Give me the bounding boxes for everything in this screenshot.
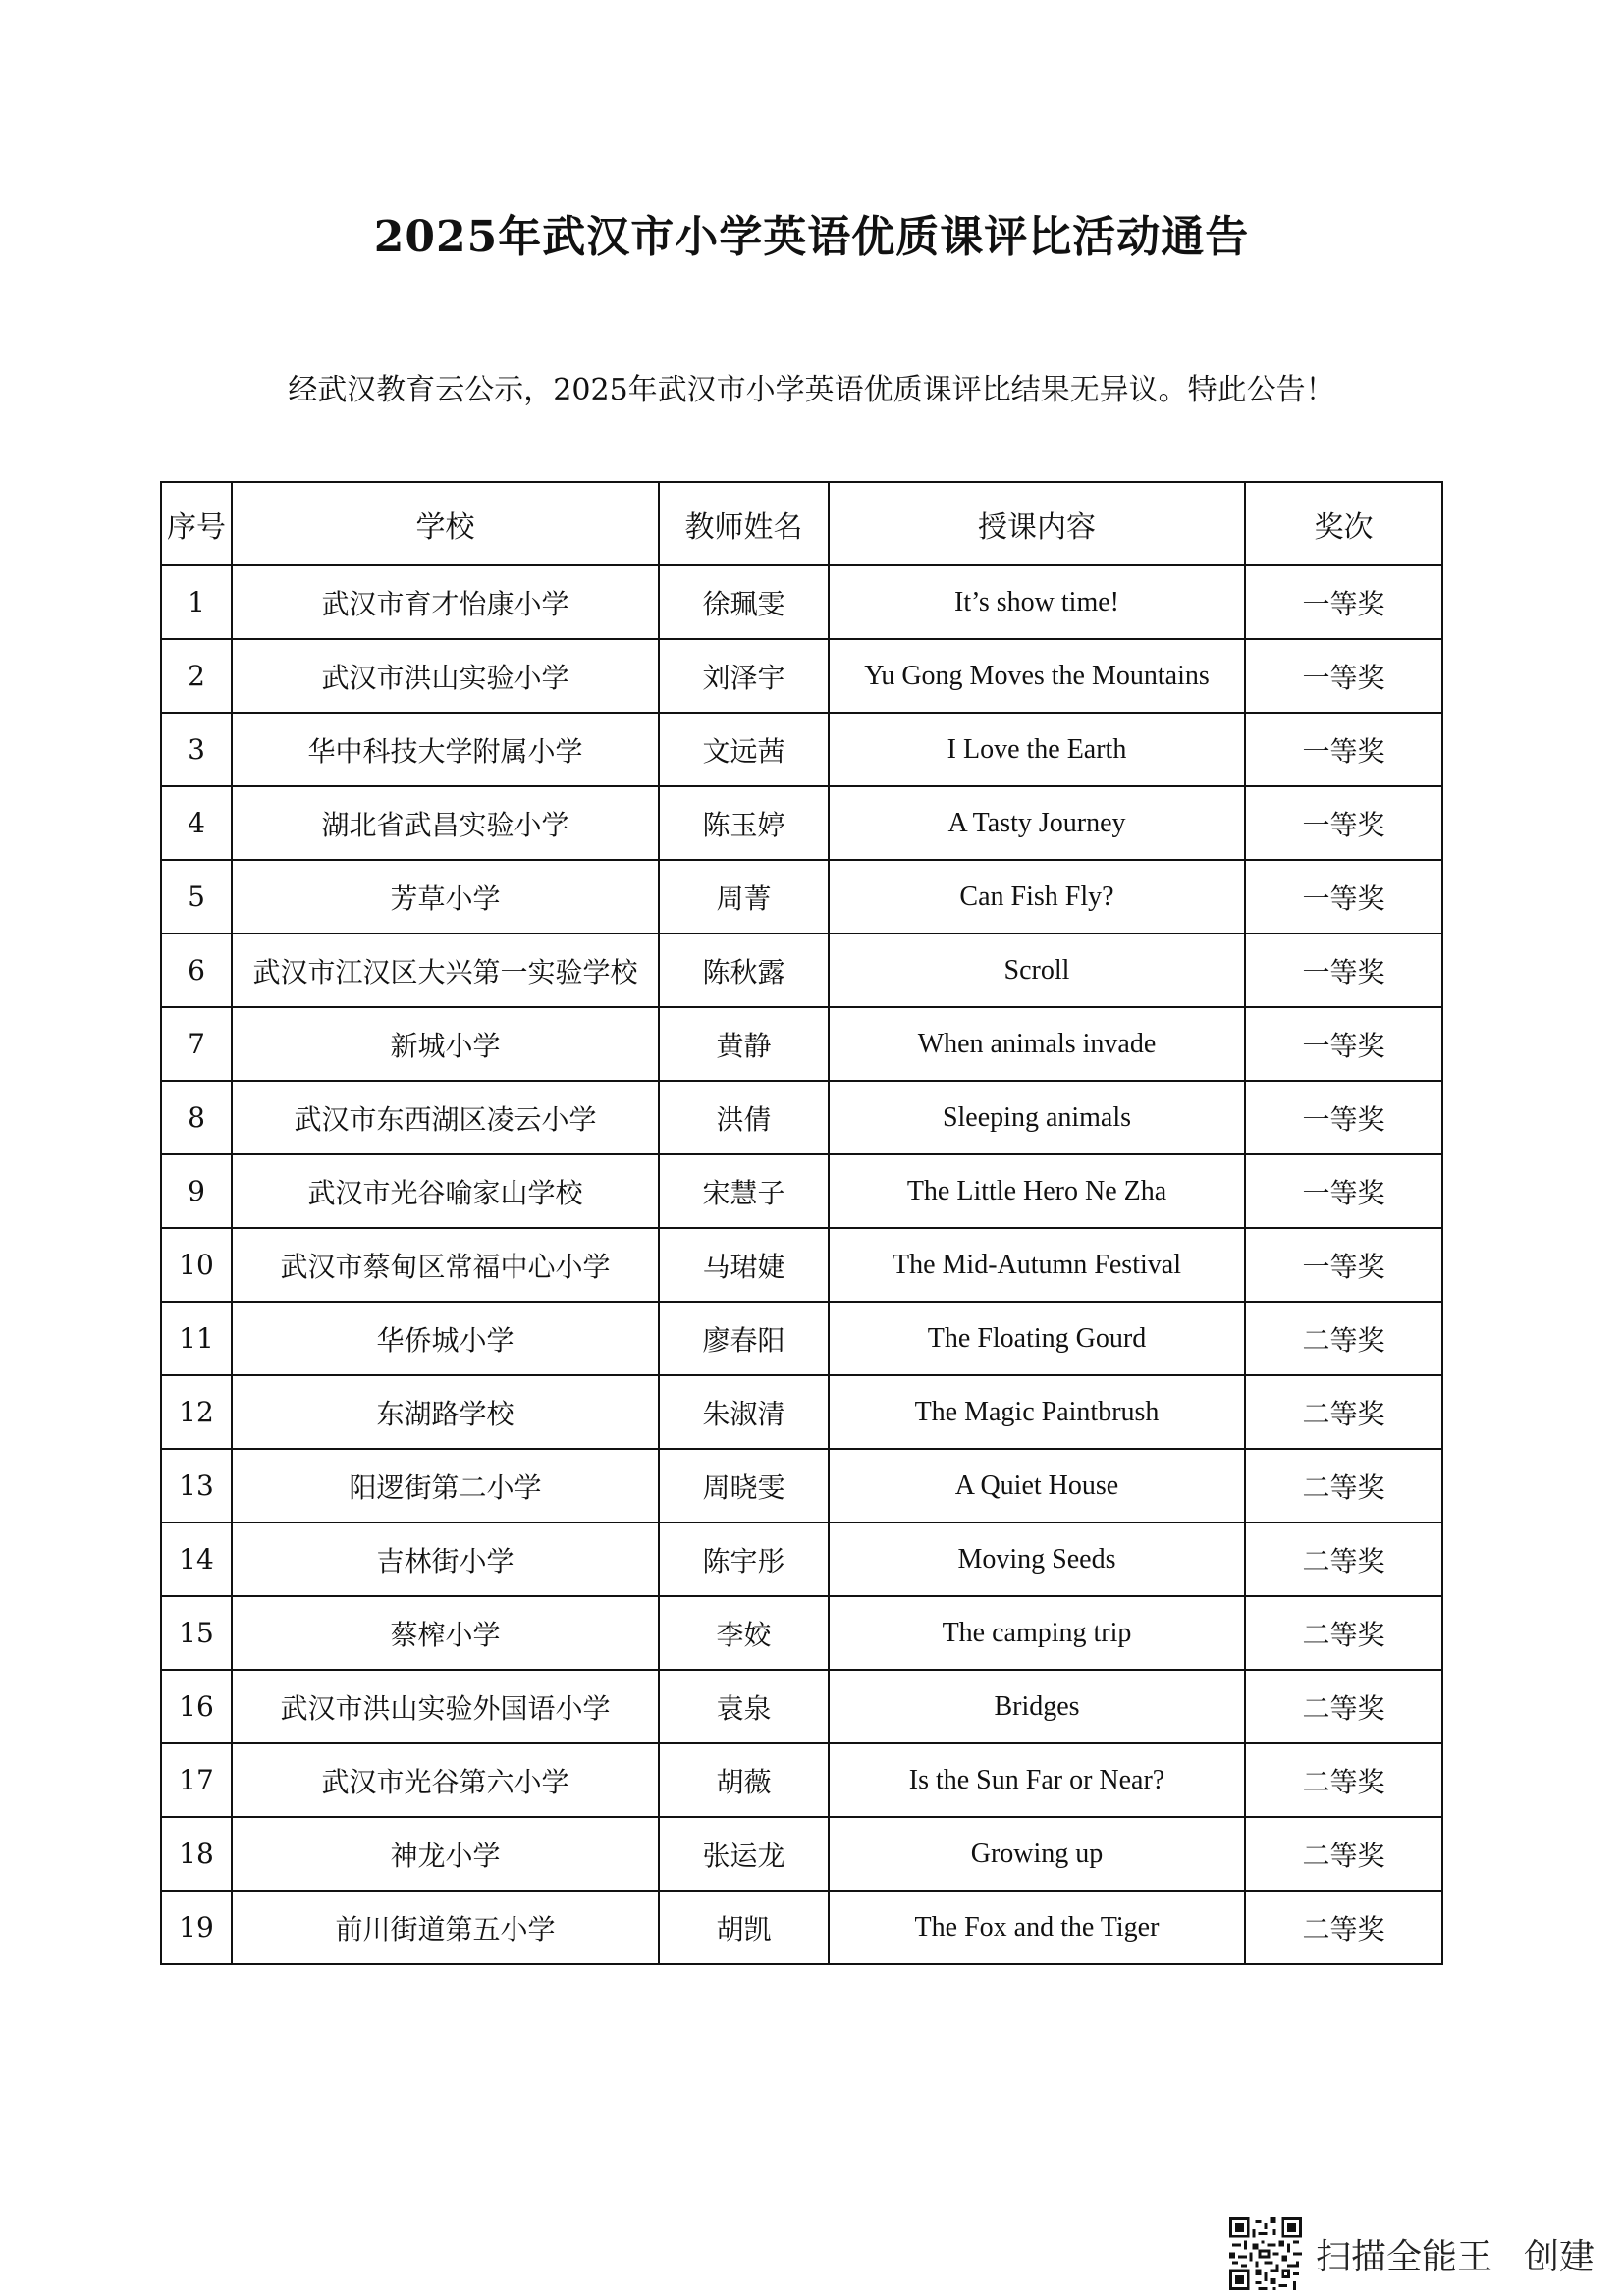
award-level: 一等奖 (1245, 639, 1442, 713)
teacher-name: 陈宇彤 (659, 1522, 829, 1596)
school-name: 蔡榨小学 (232, 1596, 659, 1670)
table-row (161, 1891, 1442, 1964)
row-number: 2 (161, 639, 232, 713)
table-row (161, 713, 1442, 786)
notice-text: 经武汉教育云公示，2025年武汉市小学英语优质课评比结果无异议。特此公告！ (288, 373, 1335, 407)
school-name: 吉林街小学 (232, 1522, 659, 1596)
school-name: 华中科技大学附属小学 (232, 713, 659, 786)
qr-code-icon (1229, 2217, 1302, 2290)
teacher-name: 朱淑清 (659, 1375, 829, 1449)
document-title: 2025年武汉市小学英语优质课评比活动通告 (373, 212, 1250, 262)
table-row (161, 1596, 1442, 1670)
award-level: 二等奖 (1245, 1522, 1442, 1596)
teacher-name: 周菁 (659, 860, 829, 934)
table-row (161, 1302, 1442, 1375)
lesson-title: It’s show time! (829, 565, 1245, 639)
table-row (161, 860, 1442, 934)
award-level: 二等奖 (1245, 1743, 1442, 1817)
lesson-title: The Fox and the Tiger (829, 1891, 1245, 1964)
table-row (161, 1007, 1442, 1081)
row-number: 18 (161, 1817, 232, 1891)
award-level: 一等奖 (1245, 713, 1442, 786)
row-number: 7 (161, 1007, 232, 1081)
lesson-title: Can Fish Fly? (829, 860, 1245, 934)
award-level: 一等奖 (1245, 1154, 1442, 1228)
school-name: 华侨城小学 (232, 1302, 659, 1375)
lesson-title: I Love the Earth (829, 713, 1245, 786)
award-level: 二等奖 (1245, 1375, 1442, 1449)
row-number: 9 (161, 1154, 232, 1228)
teacher-name: 陈玉婷 (659, 786, 829, 860)
table-row (161, 1081, 1442, 1154)
award-level: 二等奖 (1245, 1302, 1442, 1375)
teacher-name: 袁泉 (659, 1670, 829, 1743)
results-table (160, 481, 1443, 1965)
table-row (161, 1817, 1442, 1891)
header-lesson: 授课内容 (829, 482, 1245, 565)
scanner-watermark (1229, 2215, 1595, 2293)
award-level: 二等奖 (1245, 1817, 1442, 1891)
lesson-title: Yu Gong Moves the Mountains (829, 639, 1245, 713)
school-name: 武汉市育才怡康小学 (232, 565, 659, 639)
row-number: 15 (161, 1596, 232, 1670)
teacher-name: 黄静 (659, 1007, 829, 1081)
lesson-title: Moving Seeds (829, 1522, 1245, 1596)
school-name: 前川街道第五小学 (232, 1891, 659, 1964)
teacher-name: 周晓雯 (659, 1449, 829, 1522)
school-name: 武汉市东西湖区凌云小学 (232, 1081, 659, 1154)
row-number: 5 (161, 860, 232, 934)
award-level: 二等奖 (1245, 1891, 1442, 1964)
row-number: 16 (161, 1670, 232, 1743)
teacher-name: 李姣 (659, 1596, 829, 1670)
row-number: 1 (161, 565, 232, 639)
award-level: 一等奖 (1245, 1007, 1442, 1081)
school-name: 武汉市光谷第六小学 (232, 1743, 659, 1817)
table-row (161, 1522, 1442, 1596)
row-number: 10 (161, 1228, 232, 1302)
school-name: 武汉市洪山实验小学 (232, 639, 659, 713)
award-level: 一等奖 (1245, 860, 1442, 934)
row-number: 14 (161, 1522, 232, 1596)
lesson-title: Bridges (829, 1670, 1245, 1743)
school-name: 东湖路学校 (232, 1375, 659, 1449)
award-level: 一等奖 (1245, 565, 1442, 639)
teacher-name: 洪倩 (659, 1081, 829, 1154)
lesson-title: A Tasty Journey (829, 786, 1245, 860)
lesson-title: When animals invade (829, 1007, 1245, 1081)
school-name: 武汉市江汉区大兴第一实验学校 (232, 934, 659, 1007)
header-school: 学校 (232, 482, 659, 565)
row-number: 13 (161, 1449, 232, 1522)
table-row (161, 1154, 1442, 1228)
table-row (161, 1670, 1442, 1743)
table-row (161, 934, 1442, 1007)
row-number: 3 (161, 713, 232, 786)
school-name: 武汉市蔡甸区常福中心小学 (232, 1228, 659, 1302)
lesson-title: Growing up (829, 1817, 1245, 1891)
table-row (161, 1228, 1442, 1302)
row-number: 12 (161, 1375, 232, 1449)
award-level: 一等奖 (1245, 1228, 1442, 1302)
school-name: 新城小学 (232, 1007, 659, 1081)
row-number: 11 (161, 1302, 232, 1375)
row-number: 6 (161, 934, 232, 1007)
lesson-title: The Little Hero Ne Zha (829, 1154, 1245, 1228)
scanner-created-label: 创建 (1524, 2236, 1596, 2277)
row-number: 19 (161, 1891, 232, 1964)
teacher-name: 陈秋露 (659, 934, 829, 1007)
table-row (161, 1375, 1442, 1449)
table-row (161, 1449, 1442, 1522)
lesson-title: A Quiet House (829, 1449, 1245, 1522)
row-number: 8 (161, 1081, 232, 1154)
school-name: 湖北省武昌实验小学 (232, 786, 659, 860)
teacher-name: 宋慧子 (659, 1154, 829, 1228)
teacher-name: 廖春阳 (659, 1302, 829, 1375)
teacher-name: 张运龙 (659, 1817, 829, 1891)
table-row (161, 639, 1442, 713)
lesson-title: The Magic Paintbrush (829, 1375, 1245, 1449)
teacher-name: 文远茜 (659, 713, 829, 786)
award-level: 一等奖 (1245, 786, 1442, 860)
award-level: 二等奖 (1245, 1670, 1442, 1743)
row-number: 4 (161, 786, 232, 860)
teacher-name: 刘泽宇 (659, 639, 829, 713)
lesson-title: The camping trip (829, 1596, 1245, 1670)
award-level: 二等奖 (1245, 1596, 1442, 1670)
table-body (161, 565, 1442, 1964)
teacher-name: 马珺婕 (659, 1228, 829, 1302)
lesson-title: Sleeping animals (829, 1081, 1245, 1154)
teacher-name: 胡凯 (659, 1891, 829, 1964)
table-row (161, 1743, 1442, 1817)
teacher-name: 徐珮雯 (659, 565, 829, 639)
table-header-row (161, 482, 1442, 565)
header-number: 序号 (161, 482, 232, 565)
table-row (161, 786, 1442, 860)
award-level: 一等奖 (1245, 934, 1442, 1007)
school-name: 武汉市光谷喻家山学校 (232, 1154, 659, 1228)
school-name: 武汉市洪山实验外国语小学 (232, 1670, 659, 1743)
school-name: 芳草小学 (232, 860, 659, 934)
table-row (161, 565, 1442, 639)
scanner-app-name: 扫描全能王 (1316, 2236, 1493, 2277)
school-name: 阳逻街第二小学 (232, 1449, 659, 1522)
lesson-title: The Floating Gourd (829, 1302, 1245, 1375)
lesson-title: Is the Sun Far or Near? (829, 1743, 1245, 1817)
award-level: 一等奖 (1245, 1081, 1442, 1154)
lesson-title: Scroll (829, 934, 1245, 1007)
school-name: 神龙小学 (232, 1817, 659, 1891)
award-level: 二等奖 (1245, 1449, 1442, 1522)
lesson-title: The Mid-Autumn Festival (829, 1228, 1245, 1302)
teacher-name: 胡薇 (659, 1743, 829, 1817)
header-award: 奖次 (1245, 482, 1442, 565)
row-number: 17 (161, 1743, 232, 1817)
header-teacher: 教师姓名 (659, 482, 829, 565)
